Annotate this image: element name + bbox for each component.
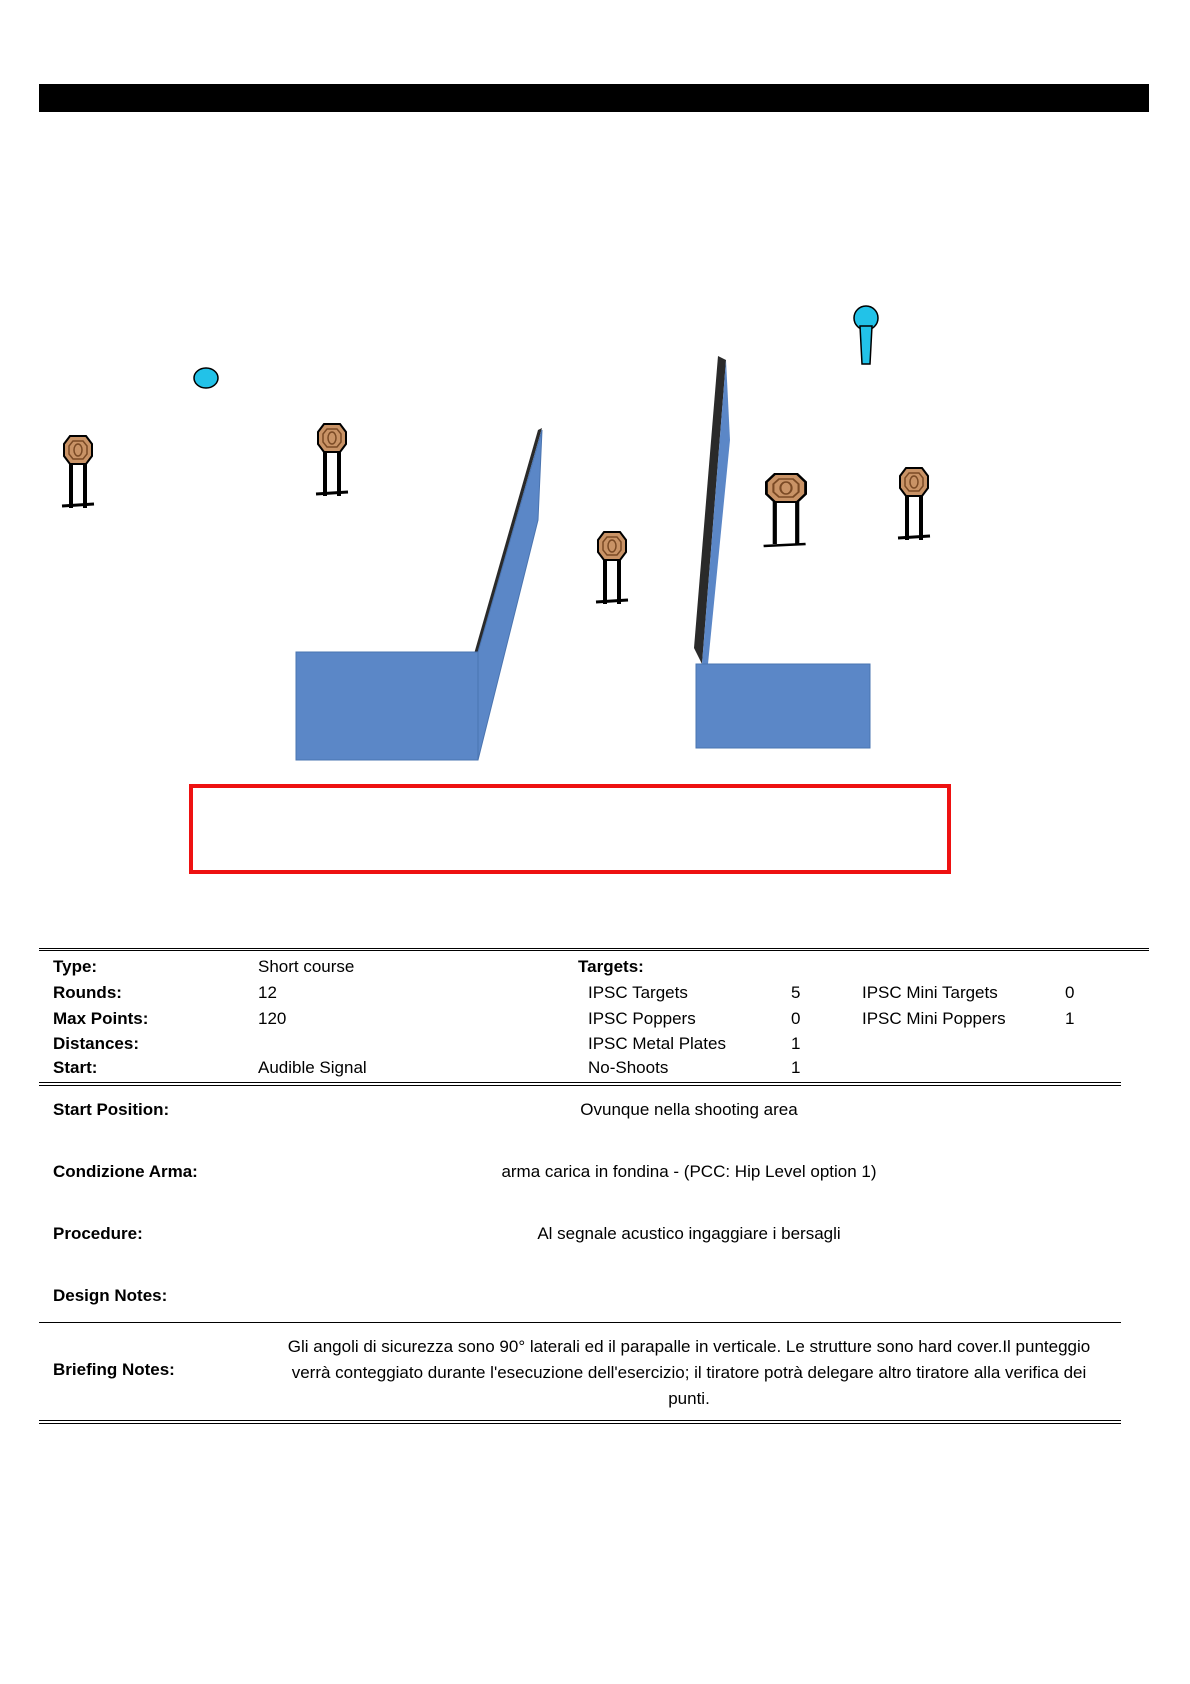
targets-poppers-value: 0 bbox=[791, 1009, 801, 1028]
mini-popper bbox=[854, 306, 878, 364]
ipsc-target-2 bbox=[316, 424, 348, 496]
left-wall bbox=[296, 428, 542, 760]
type-value: Short course bbox=[258, 957, 355, 976]
start-position-label: Start Position: bbox=[53, 1100, 170, 1119]
mini-poppers-value: 1 bbox=[1065, 1009, 1075, 1028]
mini-targets-value: 0 bbox=[1065, 983, 1075, 1002]
targets-noshoots-label: No-Shoots bbox=[588, 1058, 669, 1077]
shooting-area bbox=[191, 786, 949, 872]
procedure-value: Al segnale acustico ingaggiare i bersagli bbox=[537, 1224, 841, 1243]
start-value: Audible Signal bbox=[258, 1058, 367, 1077]
rounds-label: Rounds: bbox=[53, 983, 122, 1002]
briefing-notes-label: Briefing Notes: bbox=[53, 1360, 175, 1379]
targets-ipsc-label: IPSC Targets bbox=[588, 983, 688, 1002]
condizione-value: arma carica in fondina - (PCC: Hip Level option 1) bbox=[501, 1162, 877, 1181]
ipsc-target-4 bbox=[764, 474, 806, 546]
metal-plate bbox=[194, 368, 218, 388]
ipsc-target-3 bbox=[596, 532, 628, 604]
right-wall bbox=[694, 356, 870, 748]
targets-ipsc-value: 5 bbox=[791, 983, 801, 1002]
mini-poppers-label: IPSC Mini Poppers bbox=[862, 1009, 1006, 1028]
targets-poppers-label: IPSC Poppers bbox=[588, 1009, 696, 1028]
procedure-label: Procedure: bbox=[53, 1224, 143, 1243]
start-position-value: Ovunque nella shooting area bbox=[580, 1100, 798, 1119]
max-points-value: 120 bbox=[258, 1009, 287, 1028]
type-label: Type: bbox=[53, 957, 98, 976]
targets-heading: Targets: bbox=[578, 957, 644, 976]
design-notes-label: Design Notes: bbox=[53, 1286, 168, 1305]
max-points-label: Max Points: bbox=[53, 1009, 149, 1028]
distances-label: Distances: bbox=[53, 1034, 139, 1053]
condizione-label: Condizione Arma: bbox=[53, 1162, 198, 1181]
ipsc-target-5 bbox=[898, 468, 930, 540]
ipsc-target-1 bbox=[62, 436, 94, 508]
targets-plates-label: IPSC Metal Plates bbox=[588, 1034, 726, 1053]
briefing-notes-value: Gli angoli di sicurezza sono 90° laterali ed il parapalle in verticale. Le strutture sono hard cover.Il punteggio verrà conteggiato durante l'esecuzione dell'esercizio; il tiratore potrà delegare altro tiratore alla verifica dei punti. bbox=[287, 1337, 1091, 1408]
targets-plates-value: 1 bbox=[791, 1034, 801, 1053]
mini-targets-label: IPSC Mini Targets bbox=[862, 983, 998, 1002]
rounds-value: 12 bbox=[258, 983, 277, 1002]
start-label: Start: bbox=[53, 1058, 98, 1077]
targets-noshoots-value: 1 bbox=[791, 1058, 801, 1077]
